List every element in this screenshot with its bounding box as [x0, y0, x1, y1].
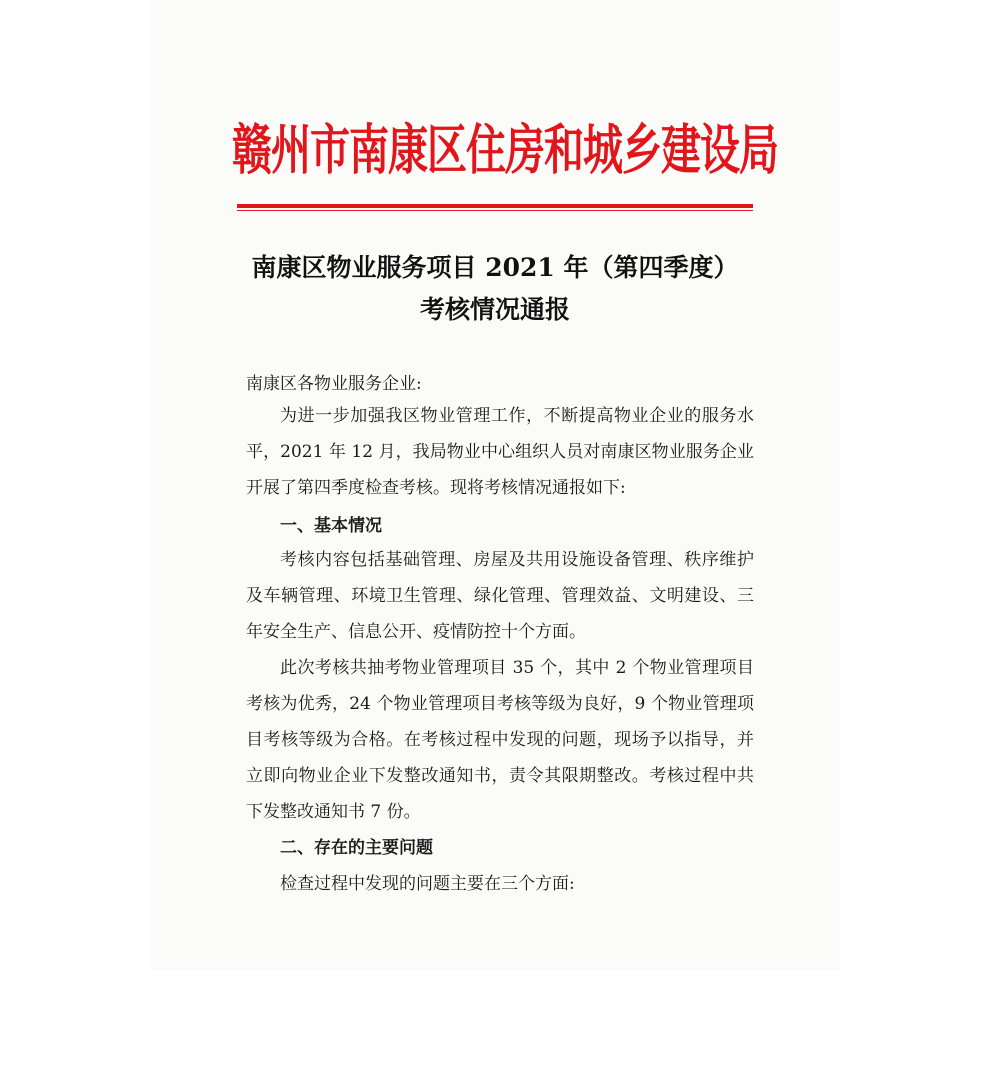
salutation: 南康区各物业服务企业: [246, 374, 422, 394]
document-title-line-2: 考核情况通报 [419, 295, 570, 324]
section-2-heading-text: 二、存在的主要问题 [280, 838, 433, 858]
section-2-heading [246, 830, 754, 866]
document-title-line-1: 南康区物业服务项目 2021 年（第四季度） [251, 253, 739, 282]
letterhead-red-rule [237, 204, 753, 208]
intro-paragraph-text: 为进一步加强我区物业管理工作，不断提高物业企业的服务水平，2021 年 12 月，我局物业中心组织人员对南康区物业服务企业开展了第四季度检查考核。现将考核情况通报如下: [246, 406, 754, 498]
section-1-paragraph-2-text: 此次考核共抽考物业管理项目 35 个，其中 2 个物业管理项目考核为优秀，24 个物业管理项目考核等级为良好，9 个物业管理项目考核等级为合格。在考核过程中发现的问题，现场予以指导，并立即向物业企业下发整改通知书，责令其限期整改。考核过程中共下发整改通知书 7 份。 [246, 658, 754, 822]
section-2-paragraph-1-text: 检查过程中发现的问题主要在三个方面: [280, 874, 575, 894]
letterhead-red-rule-thin [237, 210, 753, 211]
intro-paragraph [246, 398, 754, 506]
letterhead-title: 赣州市南康区住房和城乡建设局 [232, 119, 778, 183]
section-1-heading [246, 508, 754, 544]
section-1-paragraph-1 [246, 542, 754, 650]
section-1-paragraph-1-text: 考核内容包括基础管理、房屋及共用设施设备管理、秩序维护及车辆管理、环境卫生管理、绿化管理、管理效益、文明建设、三年安全生产、信息公开、疫情防控十个方面。 [246, 550, 754, 642]
section-2-paragraph-1 [246, 866, 754, 902]
section-1-heading-text: 一、基本情况 [280, 516, 382, 536]
section-1-paragraph-2 [246, 650, 754, 830]
